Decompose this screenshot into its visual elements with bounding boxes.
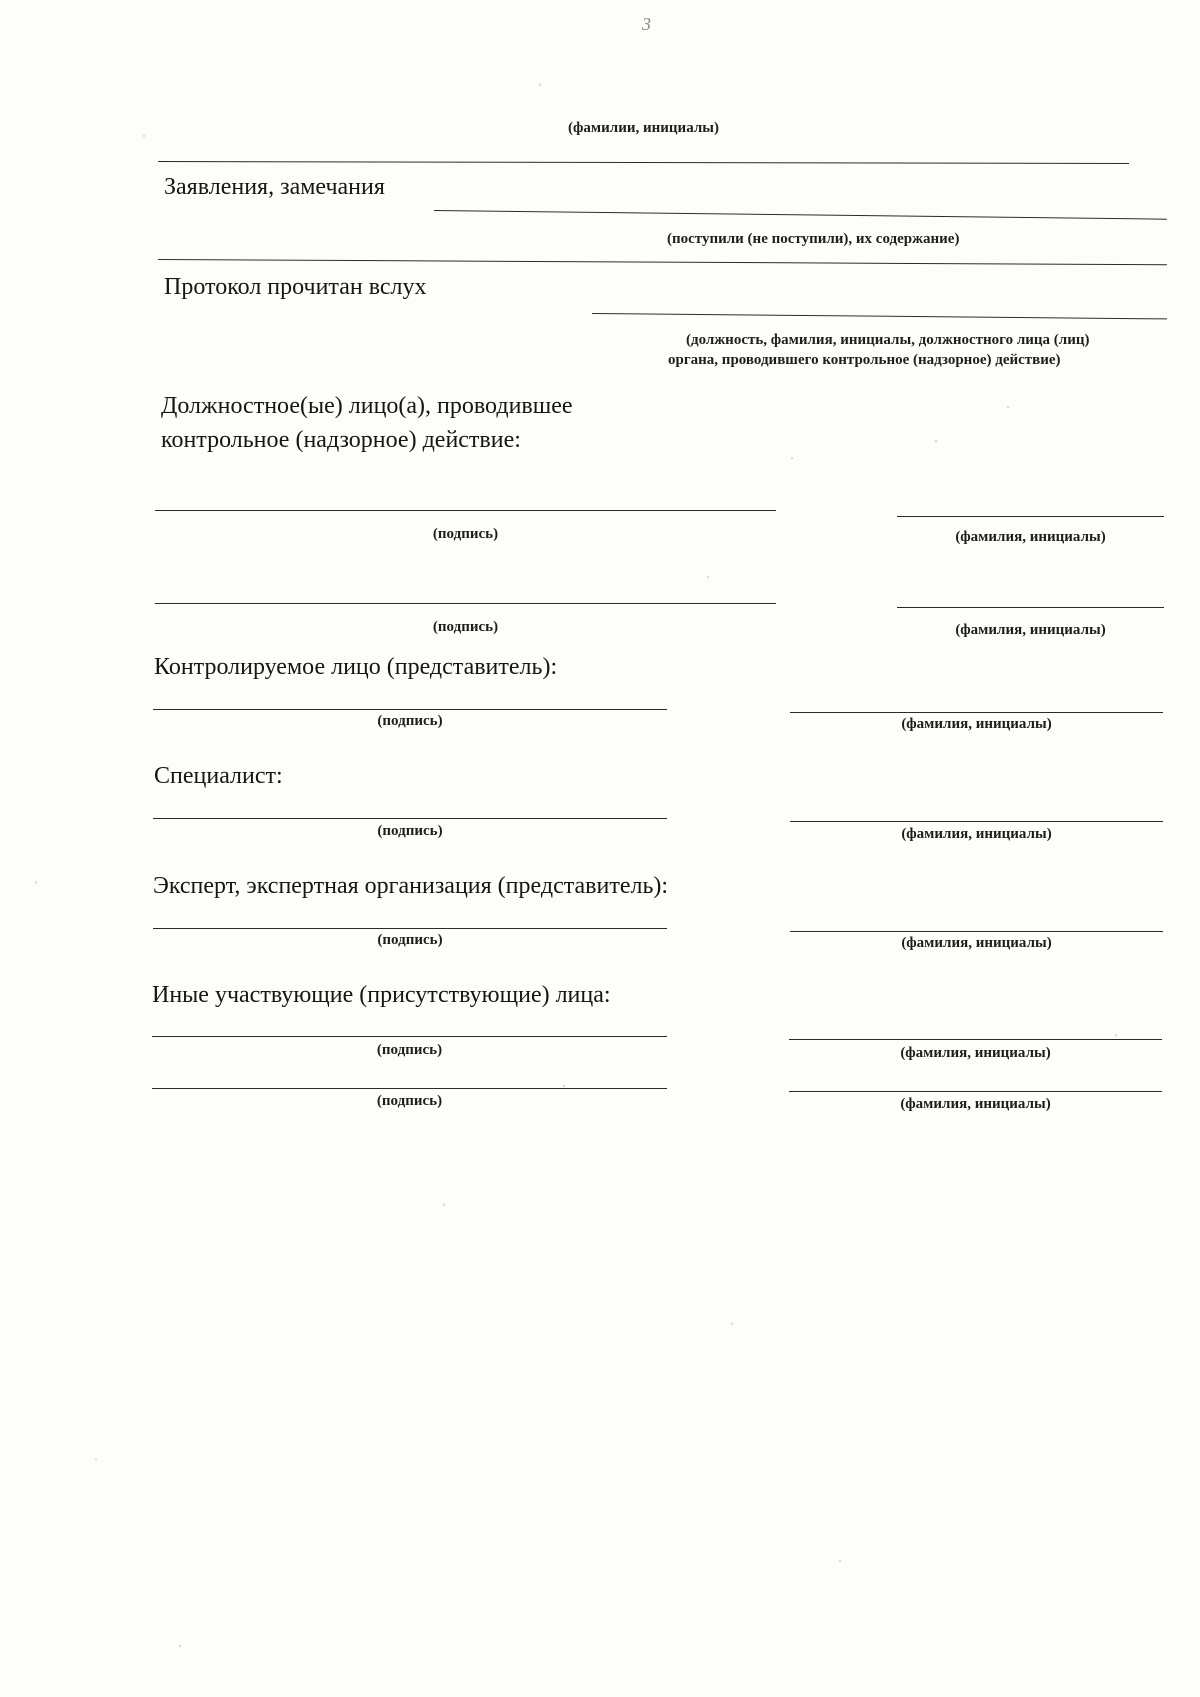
expert-heading: Эксперт, экспертная организация (представитель): xyxy=(153,873,669,899)
expert-name-line xyxy=(790,931,1163,932)
page-number: 3 xyxy=(642,14,651,34)
statements-fill-line xyxy=(434,210,1167,220)
other-participants-name-line-1 xyxy=(789,1039,1162,1040)
specialist-name-line xyxy=(790,821,1163,822)
other-participants-signature-line-2 xyxy=(152,1088,667,1089)
statements-caption: (поступили (не поступили), их содержание) xyxy=(667,231,960,247)
reading-caption-line-1: (должность, фамилия, инициалы, должностного лица (лиц) xyxy=(686,332,1090,348)
reading-label: Протокол прочитан вслух xyxy=(164,274,427,300)
statements-label: Заявления, замечания xyxy=(164,174,385,200)
controlled-person-heading: Контролируемое лицо (представитель): xyxy=(154,654,558,680)
controlled-person-signature-caption: (подпись) xyxy=(377,713,443,729)
officials-heading-line-1: Должностное(ые) лицо(а), проводившее xyxy=(161,393,573,419)
expert-signature-caption: (подпись) xyxy=(377,932,443,948)
officials-signature-caption-1: (подпись) xyxy=(432,526,499,542)
expert-signature-line xyxy=(153,928,667,929)
other-participants-name-caption-1: (фамилия, инициалы) xyxy=(900,1045,1051,1061)
controlled-person-signature-line xyxy=(153,709,667,710)
other-participants-signature-line-1 xyxy=(152,1036,667,1037)
other-participants-signature-caption-1: (подпись) xyxy=(376,1042,443,1058)
officials-heading-line-2: контрольное (надзорное) действие: xyxy=(161,427,521,453)
reading-fill-line xyxy=(592,313,1167,319)
reading-caption-line-2: органа, проводившего контрольное (надзорное) действие) xyxy=(668,352,1061,368)
other-participants-name-line-2 xyxy=(789,1091,1162,1092)
officials-signature-line-2 xyxy=(155,603,776,604)
officials-signature-line-1 xyxy=(155,510,776,511)
officials-name-line-1 xyxy=(897,516,1164,517)
header-fill-line xyxy=(158,161,1129,164)
officials-name-caption-2: (фамилия, инициалы) xyxy=(955,622,1106,638)
controlled-person-name-line xyxy=(790,712,1163,713)
specialist-heading: Специалист: xyxy=(154,763,283,789)
specialist-signature-caption: (подпись) xyxy=(377,823,443,839)
statements-fill-line-2 xyxy=(158,259,1167,265)
specialist-name-caption: (фамилия, инициалы) xyxy=(901,826,1052,842)
officials-name-caption-1: (фамилия, инициалы) xyxy=(955,529,1106,545)
specialist-signature-line xyxy=(153,818,667,819)
officials-heading xyxy=(161,389,573,457)
expert-name-caption: (фамилия, инициалы) xyxy=(901,935,1052,951)
other-participants-signature-caption-2: (подпись) xyxy=(376,1093,443,1109)
controlled-person-name-caption: (фамилия, инициалы) xyxy=(901,716,1052,732)
officials-name-line-2 xyxy=(897,607,1164,608)
header-caption: (фамилии, инициалы) xyxy=(568,120,719,136)
other-participants-heading: Иные участвующие (присутствующие) лица: xyxy=(152,982,611,1008)
officials-signature-caption-2: (подпись) xyxy=(432,619,499,635)
other-participants-name-caption-2: (фамилия, инициалы) xyxy=(900,1096,1051,1112)
